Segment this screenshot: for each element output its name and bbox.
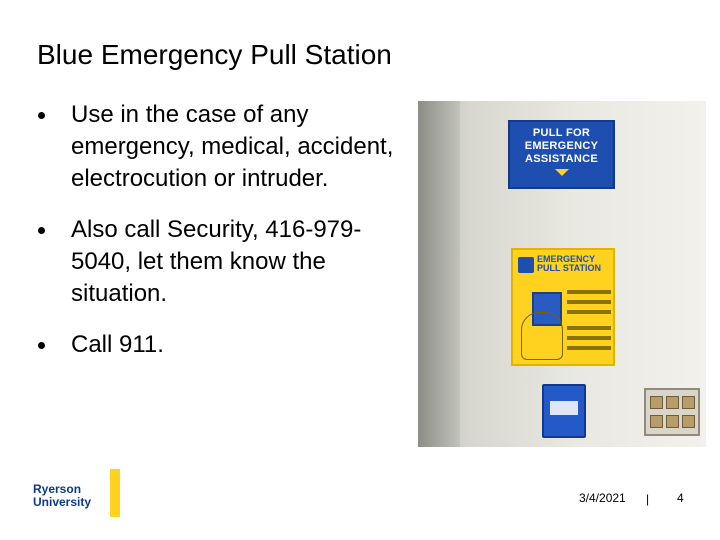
switch-icon — [682, 396, 695, 409]
emergency-pull-station-sign — [511, 248, 615, 366]
sign-text-line — [567, 336, 611, 340]
sign-line: PULL FOR — [532, 127, 591, 139]
hand-icon — [521, 312, 563, 360]
sign-text-line — [567, 300, 611, 304]
bullet-list — [38, 99, 410, 380]
footer-separator: | — [646, 492, 650, 506]
bullet-dot-icon — [38, 342, 45, 349]
sign-line: ASSISTANCE — [524, 153, 599, 165]
bullet-dot-icon — [38, 227, 45, 234]
pull-station-photo — [418, 101, 706, 447]
bullet-text: Call 911. — [71, 331, 164, 358]
logo-text: Ryerson University — [33, 482, 92, 509]
blue-pull-box — [542, 384, 586, 438]
pull-box-label — [550, 401, 578, 415]
bullet-text: Also call Security, 416-979-5040, let them know the situation. — [71, 216, 362, 307]
light-switch-plate — [644, 388, 700, 436]
sign-line: EMERGENCY — [524, 140, 599, 152]
bullet-item — [38, 99, 410, 195]
sign-text-line — [567, 346, 611, 350]
slide-title: Blue Emergency Pull Station — [37, 39, 392, 70]
bullet-item — [38, 329, 410, 361]
sign-text-line — [567, 310, 611, 314]
logo-yellow-bar — [110, 469, 120, 517]
ryerson-logo — [27, 469, 120, 517]
sign-emblem-icon — [518, 257, 534, 273]
sign-heading: EMERGENCY PULL STATION — [537, 254, 601, 273]
switch-icon — [666, 415, 679, 428]
wall-edge — [418, 101, 460, 447]
sign-text-line — [567, 326, 611, 330]
switch-icon — [682, 415, 695, 428]
footer-date: 3/4/2021 — [579, 491, 626, 505]
switch-icon — [666, 396, 679, 409]
bullet-text: Use in the case of any emergency, medical, accident, electrocution or intruder. — [71, 101, 394, 192]
pull-for-assistance-sign — [508, 120, 615, 189]
switch-icon — [650, 396, 663, 409]
down-arrow-icon — [555, 169, 569, 176]
bullet-dot-icon — [38, 112, 45, 119]
page-number: 4 — [677, 491, 684, 505]
bullet-item — [38, 214, 410, 310]
sign-text-line — [567, 290, 611, 294]
switch-icon — [650, 415, 663, 428]
